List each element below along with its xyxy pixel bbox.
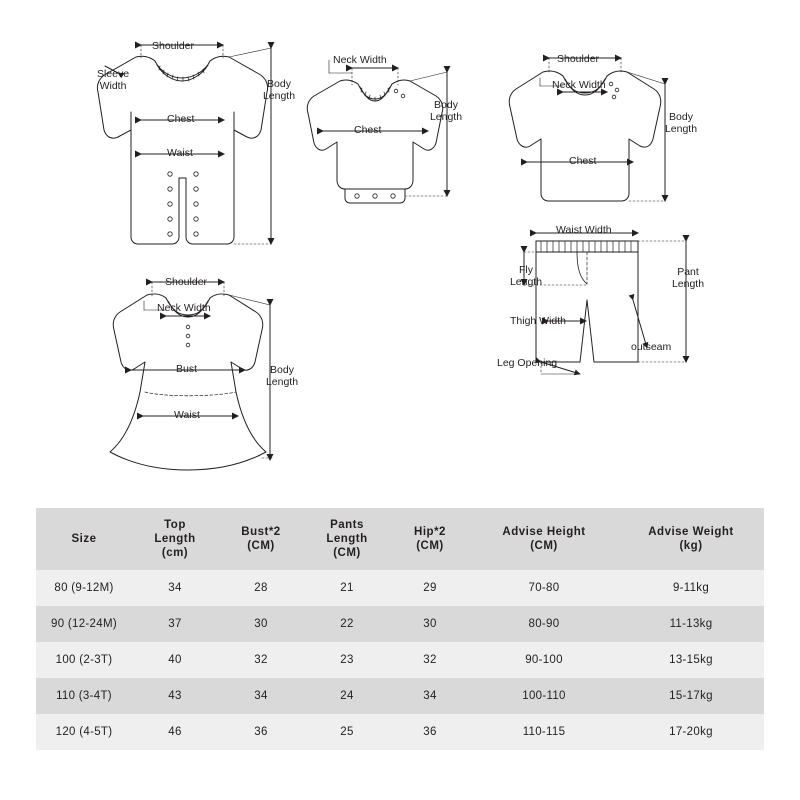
table-cell: 30: [218, 606, 304, 642]
label-waist-width-pants: Waist Width: [556, 224, 612, 236]
table-cell: 70-80: [470, 570, 618, 606]
table-cell: 21: [304, 570, 390, 606]
label-body-length-tee: Body Length: [664, 111, 698, 135]
table-header-row: [36, 508, 764, 570]
table-cell-size: 100 (2-3T): [36, 642, 132, 678]
label-sleeve-width-romper: Sleeve Width: [96, 68, 130, 92]
label-waist-dress: Waist: [174, 409, 200, 421]
column-header-bust-label: Bust*2 (CM): [241, 526, 281, 552]
table-cell: 36: [218, 714, 304, 750]
table-cell: 29: [390, 570, 470, 606]
column-header-advise-weight: [618, 508, 764, 570]
table-cell: 24: [304, 678, 390, 714]
table-cell: 100-110: [470, 678, 618, 714]
table-cell: 110-115: [470, 714, 618, 750]
table-cell: 43: [132, 678, 218, 714]
table-cell: 13-15kg: [618, 642, 764, 678]
column-header-top-length-label: Top Length (cm): [154, 519, 196, 559]
table-row: [36, 606, 764, 642]
table-cell: 34: [132, 570, 218, 606]
column-header-size: [36, 508, 132, 570]
column-header-pants-length: [304, 508, 390, 570]
label-outseam-pants: outseam: [631, 341, 672, 353]
label-neck-width-dress: Neck Width: [157, 302, 211, 314]
table-cell: 30: [390, 606, 470, 642]
column-header-hip: [390, 508, 470, 570]
table-cell: 32: [218, 642, 304, 678]
table-cell: 40: [132, 642, 218, 678]
label-shoulder-dress: Shoulder: [165, 276, 208, 288]
table-cell: 34: [218, 678, 304, 714]
table-cell: 22: [304, 606, 390, 642]
label-shoulder-romper: Shoulder: [152, 40, 195, 52]
label-body-length-dress: Body Length: [265, 364, 299, 388]
table-row: [36, 570, 764, 606]
table-cell: 11-13kg: [618, 606, 764, 642]
table-cell: 17-20kg: [618, 714, 764, 750]
size-table: [36, 508, 764, 750]
label-pant-length-pants: Pant Length: [671, 266, 705, 290]
label-fly-length-pants: Fly Length: [509, 264, 543, 288]
size-table-container: [36, 508, 764, 750]
column-header-advise-weight-label: Advise Weight (kg): [648, 526, 734, 552]
size-table-body: [36, 570, 764, 750]
table-cell: 23: [304, 642, 390, 678]
label-chest-tee: Chest: [569, 155, 597, 167]
label-body-length-romper: Body Length: [262, 78, 296, 102]
table-cell: 9-11kg: [618, 570, 764, 606]
column-header-pants-length-label: Pants Length (CM): [326, 519, 368, 559]
column-header-size-label: Size: [71, 533, 97, 545]
column-header-advise-height: [470, 508, 618, 570]
label-chest-bodysuit: Chest: [354, 124, 382, 136]
table-cell: 25: [304, 714, 390, 750]
column-header-top-length: [132, 508, 218, 570]
table-row: [36, 678, 764, 714]
table-cell-size: 80 (9-12M): [36, 570, 132, 606]
column-header-hip-label: Hip*2 (CM): [414, 526, 446, 552]
label-neck-width-bodysuit: Neck Width: [333, 54, 387, 66]
column-header-bust: [218, 508, 304, 570]
table-cell: 46: [132, 714, 218, 750]
label-neck-width-tee: Neck Width: [552, 79, 606, 91]
table-row: [36, 642, 764, 678]
column-header-advise-height-label: Advise Height (CM): [502, 526, 586, 552]
table-cell-size: 120 (4-5T): [36, 714, 132, 750]
label-thigh-width-pants: Thigh Width: [510, 315, 567, 327]
table-row: [36, 714, 764, 750]
size-table-head: [36, 508, 764, 570]
table-cell: 37: [132, 606, 218, 642]
table-cell: 15-17kg: [618, 678, 764, 714]
table-cell-size: 110 (3-4T): [36, 678, 132, 714]
label-shoulder-tee: Shoulder: [557, 53, 600, 65]
label-body-length-bodysuit: Body Length: [429, 99, 463, 123]
table-cell: 32: [390, 642, 470, 678]
label-waist-romper: Waist: [167, 147, 193, 159]
label-chest-romper: Chest: [167, 113, 195, 125]
table-cell: 90-100: [470, 642, 618, 678]
table-cell: 36: [390, 714, 470, 750]
table-cell-size: 90 (12-24M): [36, 606, 132, 642]
table-cell: 28: [218, 570, 304, 606]
table-cell: 34: [390, 678, 470, 714]
table-cell: 80-90: [470, 606, 618, 642]
label-bust-dress: Bust: [176, 363, 198, 375]
label-leg-opening-pants: Leg Opening: [497, 357, 558, 369]
